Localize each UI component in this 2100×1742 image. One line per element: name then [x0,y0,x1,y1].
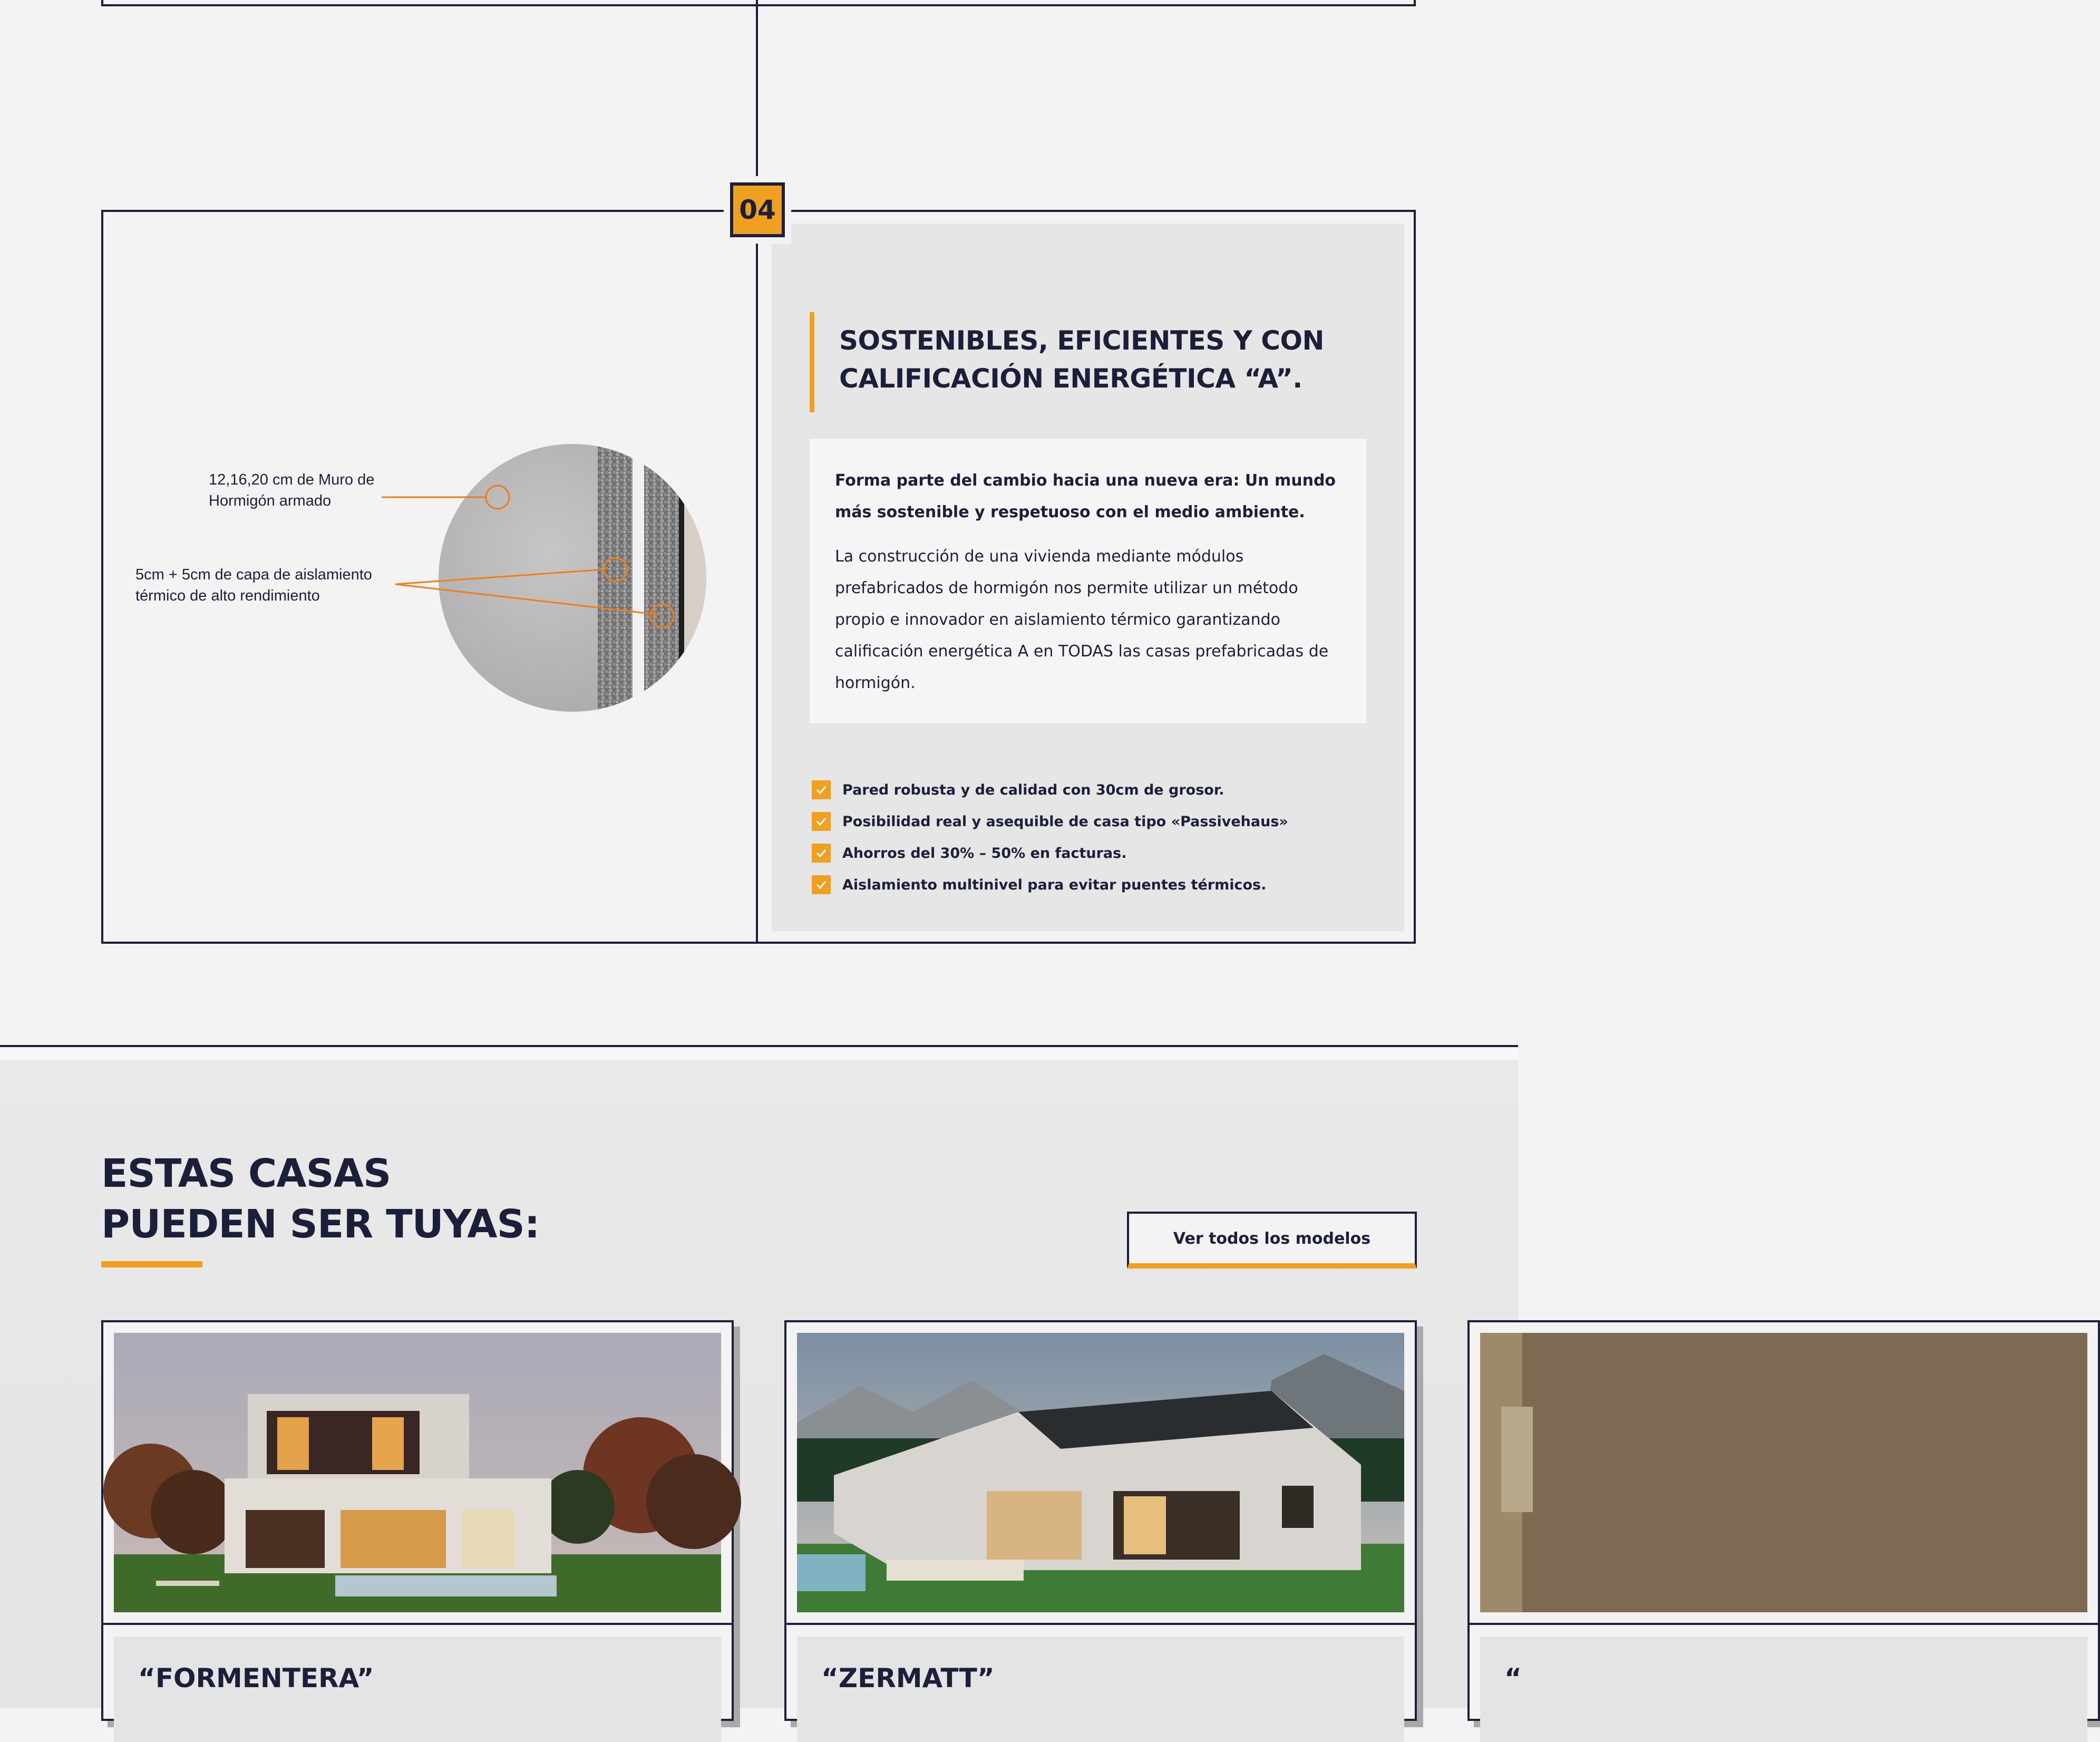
insulation-label-line-1: 5cm + 5cm de capa de aislamiento [135,566,372,583]
section-divider-band [0,1047,1518,1060]
card-divider [1467,1623,2100,1625]
list-item [812,869,1288,901]
wall-label-line-1: 12,16,20 cm de Muro de [209,471,375,488]
feature-divider [756,210,758,944]
house-name-box [114,1637,721,1742]
previous-feature-box [101,0,1416,6]
check-icon [812,875,831,894]
house-card-zermatt[interactable] [784,1320,1417,1721]
house-name[interactable]: “FORMENTERA” [138,1663,374,1693]
card-divider [101,1623,734,1625]
insulation-label-line-2: térmico de alto rendimiento [135,587,320,604]
insulation-label [135,564,372,606]
feature-checklist [812,774,1288,901]
feature-body-text: La construcción de una vivienda mediante módulos prefabricados de hormigón nos permite utilizar un método propio e innovador en aislamiento térmico garantizando calificación energética A en TODAS las casas prefabricadas de hormigón. [835,547,1329,692]
wall-label-line-2: Hormigón armado [209,492,332,509]
list-item-label: Pared robusta y de calidad con 30cm de grosor. [842,781,1224,798]
house-name[interactable]: “ZERMATT” [821,1663,995,1693]
list-item-label: Posibilidad real y asequible de casa tipo «Passivehaus» [842,813,1288,830]
house-photo [797,1333,1404,1612]
feature-description-card [810,439,1366,723]
feature-heading: SOSTENIBLES, EFICIENTES Y CON CALIFICACIÓN ENERGÉTICA “A”. [839,325,1324,394]
house-name-box [797,1637,1404,1742]
house-photo [114,1333,721,1612]
houses-title-line-1: ESTAS CASAS [101,1151,391,1196]
house-image-zermatt[interactable] [797,1333,1404,1612]
card-divider [784,1623,1417,1625]
list-item [812,806,1288,837]
timeline-connector [756,0,758,177]
check-icon [812,844,831,863]
heading-accent-bar [810,312,814,412]
list-item-label: Aislamiento multinivel para evitar puentes térmicos. [842,876,1267,893]
list-item [812,774,1288,806]
house-image-3[interactable] [1480,1333,2087,1612]
house-photo [1480,1333,2087,1612]
house-image-formentera[interactable] [114,1333,721,1612]
title-underline [101,1261,202,1267]
step-badge: 04 [730,182,785,237]
house-name-box [1480,1637,2087,1742]
wall-label [209,469,374,511]
house-card-3[interactable] [1467,1320,2100,1721]
house-name[interactable]: “ [1504,1663,1522,1693]
check-icon [812,780,831,799]
check-icon [812,812,831,831]
list-item [812,837,1288,869]
list-item-label: Ahorros del 30% – 50% en facturas. [842,845,1127,862]
wall-section-diagram [121,438,717,722]
houses-title-line-2: PUEDEN SER TUYAS: [101,1202,540,1247]
houses-section-title [101,1148,539,1250]
house-card-formentera[interactable] [101,1320,734,1721]
view-all-models-button[interactable]: Ver todos los modelos [1127,1212,1417,1269]
feature-lead-text: Forma parte del cambio hacia una nueva era: Un mundo más sostenible y respetuoso con el medio ambiente. [835,471,1336,521]
